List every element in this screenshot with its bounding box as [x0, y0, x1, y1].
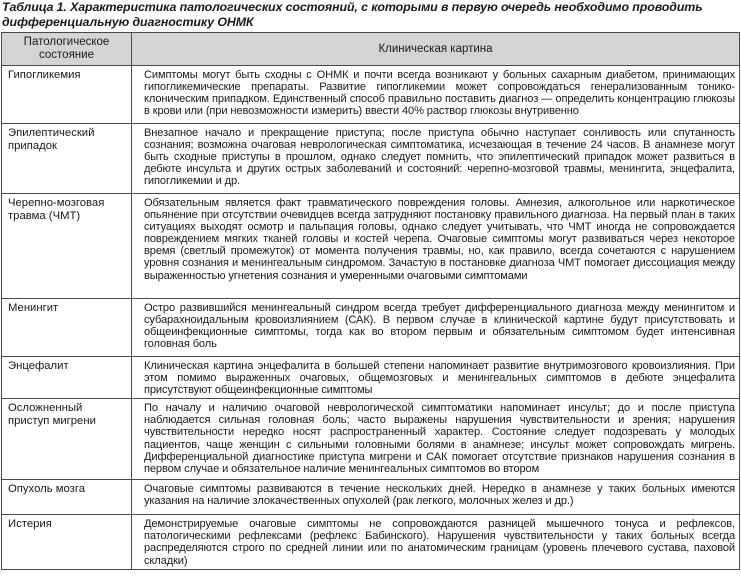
- table-header-row: [2, 33, 740, 66]
- description-cell: Симптомы могут быть сходны с ОНМК и почти всегда возникают у больных сахарным диабетом, принимающих гипогликемические препараты. Развитие гипогликемии может сопровождаться генерализованным тонико-клоническим припадком. Единственный способ правильно поставить диагноз — определить концентрацию глюкозы в крови или (при невозможности измерить) ввести 40% раствор глюкозы внутривенно: [132, 66, 740, 124]
- condition-cell: Черепно-мозговая травма (ЧМТ): [2, 194, 132, 299]
- table-row: [2, 399, 740, 480]
- condition-cell: Эпилептический припадок: [2, 124, 132, 194]
- diagnosis-table: [1, 32, 740, 570]
- table-row: [2, 66, 740, 124]
- table-row: [2, 480, 740, 515]
- condition-cell: Опухоль мозга: [2, 480, 132, 515]
- condition-cell: Истерия: [2, 515, 132, 569]
- table-row: [2, 194, 740, 299]
- header-clinical-picture: Клиническая картина: [132, 33, 740, 66]
- condition-cell: Осложненный приступ мигрени: [2, 399, 132, 480]
- description-cell: Клиническая картина энцефалита в большей степени напоминает развитие внутримозгового кровоизлияния. При этом помимо выраженных очаговых, общемозговых и менингеальных симптомов в дебюте энцефалита присутствуют общеинфекционные симптомы: [132, 357, 740, 399]
- table-row: [2, 299, 740, 357]
- description-cell: Остро развившийся менингеальный синдром всегда требует дифференциального диагноза между менингитом и субарахноидальным кровоизлиянием (САК). В первом случае в клинической картине будут присутствовать и общеинфекционные симптомы, тогда как во втором первым и обязательным симптомом будет интенсивная головная боль: [132, 299, 740, 357]
- description-cell: Очаговые симптомы развиваются в течение нескольких дней. Нередко в анамнезе у таких больных имеются указания на наличие злокачественных опухолей (рак легкого, молочных желез и др.): [132, 480, 740, 515]
- table-caption: Таблица 1. Характеристика патологических состояний, с которыми в первую очередь необходимо проводить дифференциальную диагностику ОНМК: [2, 0, 703, 29]
- condition-cell: Энцефалит: [2, 357, 132, 399]
- description-cell: По началу и наличию очаговой неврологической симптоматики напоминает инсульт; до и после приступа наблюдается сильная головная боль; часто выражены нарушения чувствительности и зрения; нарушения чувствительности нередко носят распространенный характер. Состояние следует подозревать у молодых пациентов, чаще женщин с сильными головными болями в анамнезе; инсульт может сопровождать мигрень. Дифференциальной диагностике приступа мигрени и САК помогает отсутствие признаков нарушения сознания в первом случае и обязательное наличие менингеальных симптомов во втором: [132, 399, 740, 480]
- table-row: [2, 515, 740, 569]
- description-cell: Внезапное начало и прекращение приступа; после приступа обычно наступает сонливость или спутанность сознания; возможна очаговая неврологическая симптоматика, исчезающая в течение 24 часов. В анамнезе могут быть сходные приступы в прошлом, однако следует помнить, что эпилептический припадок может развиться в дебюте инсульта и других острых заболеваний и состояний: черепно-мозговой травмы, менингита, энцефалита, гипогликемии и др.: [132, 124, 740, 194]
- condition-cell: Гипогликемия: [2, 66, 132, 124]
- condition-cell: Менингит: [2, 299, 132, 357]
- description-cell: Обязательным является факт травматического повреждения головы. Амнезия, алкогольное или наркотическое опьянение при отсутствии очевидцев всегда затрудняют постановку правильного диагноза. На первый план в таких ситуациях выходят осмотр и пальпация головы, однако следует учитывать, что ЧМТ иногда не сопровождается повреждением мягких тканей головы и костей черепа. Очаговые симптомы могут развиваться через некоторое время (светлый промежуток) от момента получения травмы, но, как правило, всегда сочетаются с нарушением уровня сознания и менингеальным синдромом. Зачастую в постановке диагноза ЧМТ помогает диссоциация между выраженностью угнетения сознания и умеренными очаговыми симптомами: [132, 194, 740, 299]
- table-row: [2, 124, 740, 194]
- header-condition: Патологическое состояние: [2, 33, 132, 66]
- description-cell: Демонстрируемые очаговые симптомы не сопровождаются разницей мышечного тонуса и рефлексов, патологическими рефлексами (рефлекс Бабинского). Нарушения чувствительности у таких больных всегда распределяются строго по средней линии или по анатомическим границам (уровень плечевого сустава, паховой складки): [132, 515, 740, 569]
- table-row: [2, 357, 740, 399]
